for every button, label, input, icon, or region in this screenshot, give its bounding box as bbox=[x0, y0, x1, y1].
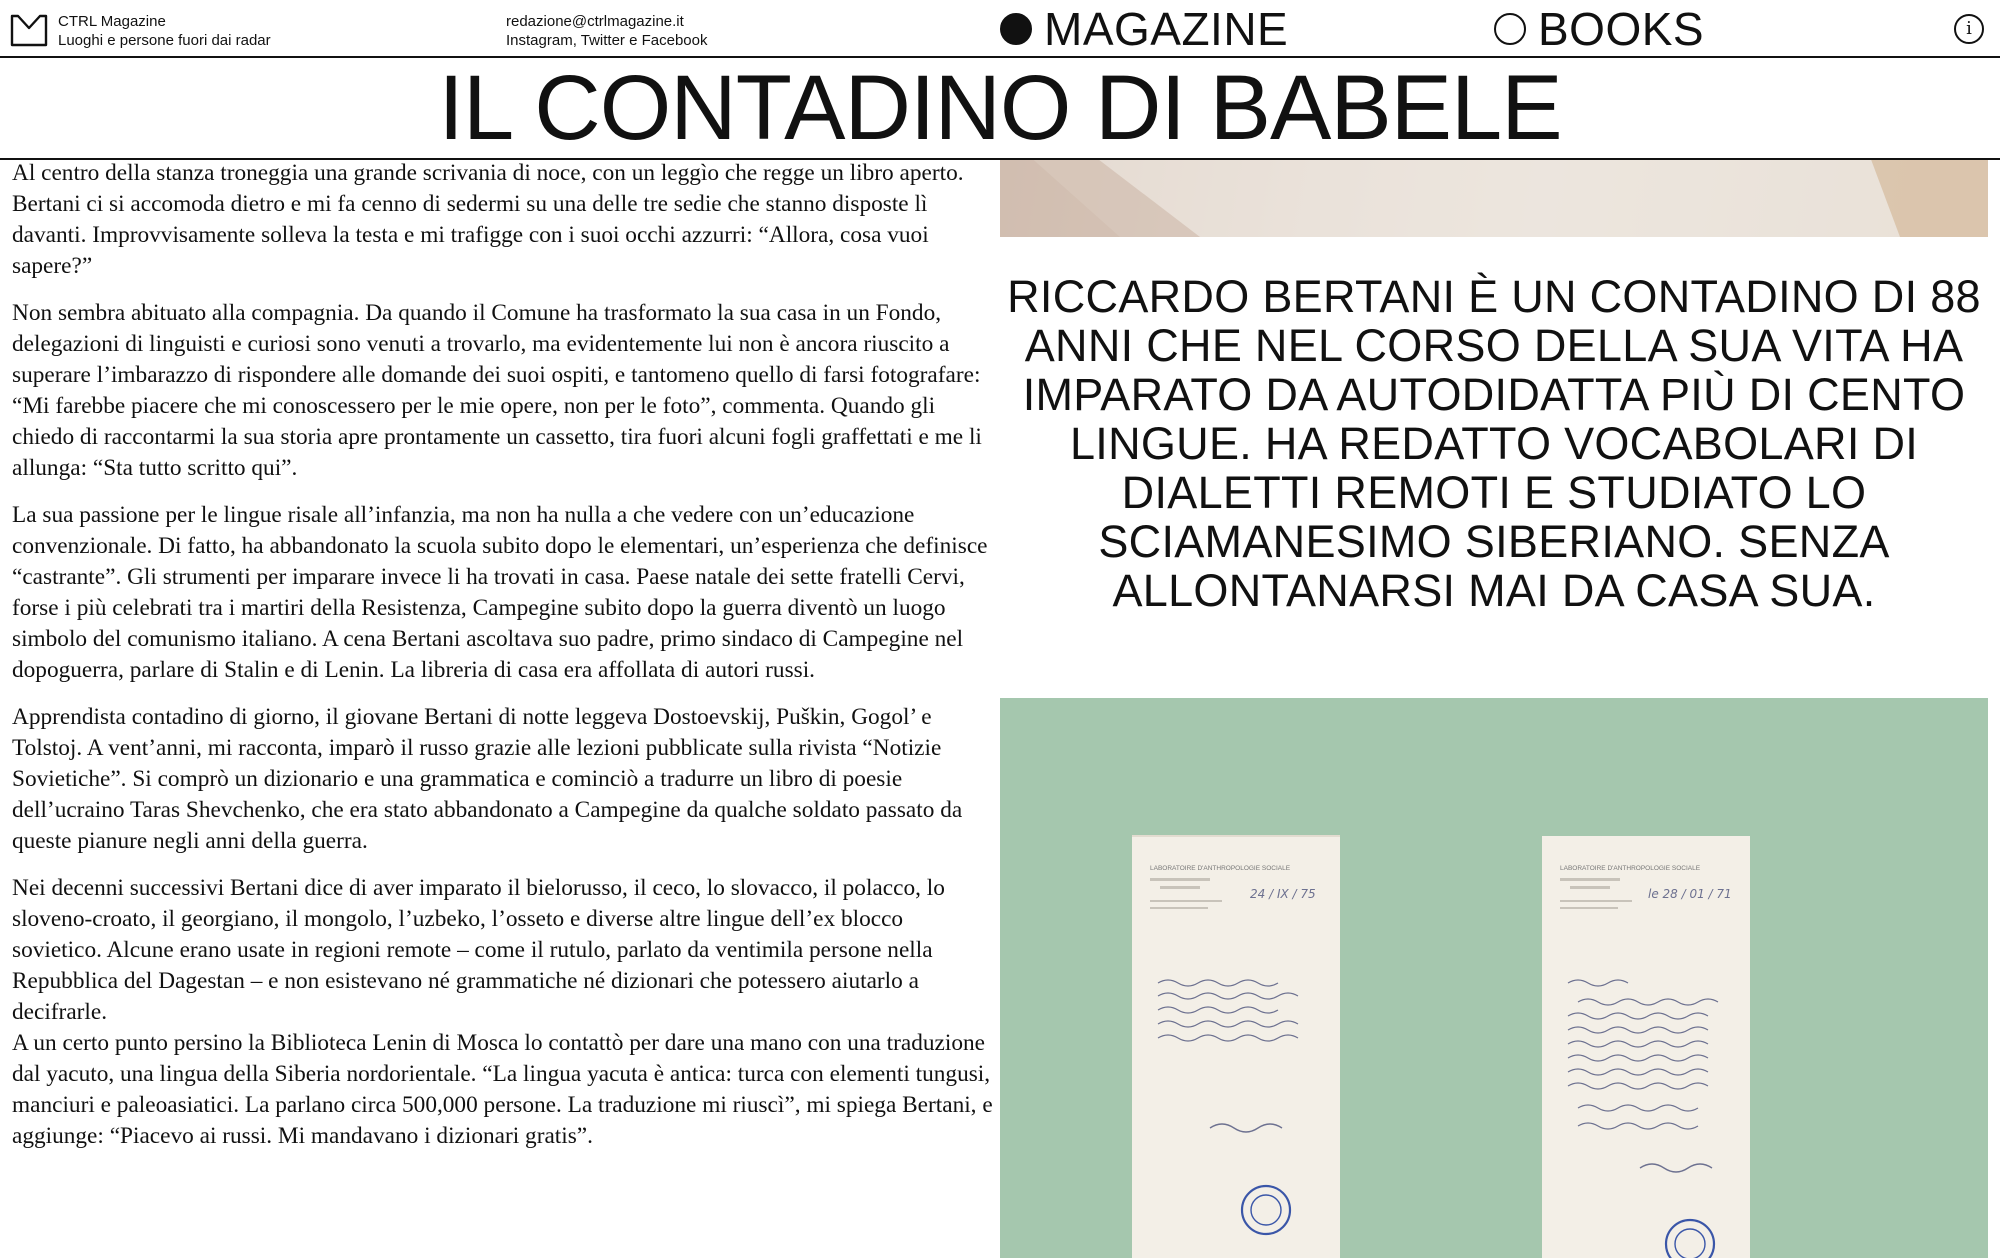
contact-info bbox=[506, 12, 707, 50]
article-paragraph: Non sembra abituato alla compagnia. Da quando il Comune ha trasformato la sua casa in un Fondo, delegazioni di linguisti e curiosi sono venuti a trovarlo, ma evidentemente lui non è ancora riuscito a superare l’imbarazzo di rispondere alle domande dei suoi ospiti, e tantomeno quello di farsi fotografare: “Mi farebbe piacere che mi conoscessero per le mie opere, non per le foto”, commenta. Quando gli chiedo di raccontarmi la sua storia apre prontamente un cassetto, tira fuori alcuni fogli graffettati e me li allunga: “Sta tutto scritto qui”. bbox=[12, 300, 982, 481]
site-info bbox=[58, 12, 271, 50]
svg-text:LABORATOIRE D'ANTHROPOLOGIE SO: LABORATOIRE D'ANTHROPOLOGIE SOCIALE bbox=[1560, 865, 1701, 872]
article-pullquote: RICCARDO BERTANI È UN CONTADINO DI 88 ANNI CHE NEL CORSO DELLA SUA VITA HA IMPARATO DA AUTODIDATTA PIÙ DI CENTO LINGUE. HA REDATTO VOCABOLARI DI DIALETTI REMOTI E STUDIATO LO SCIAMANESIMO SIBERIANO. SENZA ALLONTANARSI MAI DA CASA SUA. bbox=[1007, 271, 1981, 616]
site-tagline: Luoghi e persone fuori dai radar bbox=[58, 32, 271, 49]
site-name[interactable]: CTRL Magazine bbox=[58, 13, 166, 30]
svg-text:LABORATOIRE D'ANTHROPOLOGIE SO: LABORATOIRE D'ANTHROPOLOGIE SOCIALE bbox=[1150, 865, 1291, 872]
ctrl-logo-icon[interactable] bbox=[10, 12, 48, 50]
article-paragraph: Al centro della stanza troneggia una grande scrivania di noce, con un leggìo che regge un libro aperto. Bertani ci si accomoda dietro e mi fa cenno di sedermi su una delle tre sedie che stanno disposte lì davanti. Improvvisamente solleva la testa e mi trafigge con i suoi occhi azzurri: “Allora, cosa vuoi sapere?” bbox=[12, 160, 964, 279]
photo-letters-image bbox=[1000, 698, 1988, 1258]
info-icon-button[interactable]: i bbox=[1954, 14, 1984, 44]
email-link[interactable]: redazione@ctrlmagazine.it bbox=[506, 13, 684, 30]
article-paragraph: A un certo punto persino la Biblioteca Lenin di Mosca lo contattò per dare una mano con una traduzione dal yacuto, una lingua della Siberia nordorientale. “La lingua yacuta è antica: turca con elementi tungusi, manciuri e paleoasiatici. La parlano circa 500,000 persone. La traduzione mi riuscì”, mi spiega Bertani, e aggiunge: “Piacevo ai russi. Mi mandavano i dizionari gratis”. bbox=[12, 1030, 993, 1149]
social-links[interactable]: Instagram, Twitter e Facebook bbox=[506, 32, 708, 49]
svg-text:24 / IX / 75: 24 / IX / 75 bbox=[1250, 887, 1316, 901]
article-body bbox=[12, 158, 994, 1250]
article-paragraph: La sua passione per le lingue risale all’infanzia, ma non ha nulla a che vedere con un’educazione convenzionale. Di fatto, ha abbandonato la scuola subito dopo le elementari, un’esperienza che definisce “castrante”. Gli strumenti per imparare invece li ha trovati in casa. Paese natale dei sette fratelli Cervi, forse i più celebrati tra i martiri della Resistenza, Campegine subito dopo la guerra diventò un luogo simbolo del comunismo italiano. A cena Bertani ascoltava suo padre, primo sindaco di Campegine nel dopoguerra, parlare di Stalin e di Lenin. La libreria di casa era affollata di autori russi. bbox=[12, 502, 988, 683]
left-letter bbox=[1132, 836, 1340, 1258]
nav-books[interactable] bbox=[1494, 4, 1704, 54]
article-paragraph: Nei decenni successivi Bertani dice di aver imparato il bielorusso, il ceco, lo slovacco, il polacco, lo sloveno-croato, il georgiano, il mongolo, l’uzbeko, l’osseto e diverse altre lingue dell’ex blocco sovietico. Alcune erano usate in regioni remote – come il rutulo, parlato da ventimila persone nella Repubblica del Dagestan – e non esistevano né grammatiche né dizionari che potessero aiutarlo a decifrarle. bbox=[12, 875, 945, 1025]
nav-books-inactive-dot-icon bbox=[1494, 13, 1526, 45]
article-paragraph: Apprendista contadino di giorno, il giovane Bertani di notte leggeva Dostoevskij, Puškin, Gogol’ e Tolstoj. A vent’anni, mi racconta, imparò il russo grazie alle lezioni pubblicate sulla rivista “Notizie Sovietiche”. Si comprò un dizionario e una grammatica e cominciò a tradurre un libro di poesie dell’ucraino Taras Shevchenko, che era stato abbandonato a Campegine da qualche soldato passato da queste pianure negli anni della guerra. bbox=[12, 704, 963, 854]
svg-text:le 28 / 01 / 71: le 28 / 01 / 71 bbox=[1648, 887, 1732, 901]
title-bar bbox=[0, 58, 2000, 160]
nav-books-label: BOOKS bbox=[1538, 3, 1705, 55]
article-photo-letters bbox=[1000, 698, 1988, 1258]
top-bar bbox=[0, 0, 2000, 58]
right-letter bbox=[1542, 836, 1750, 1258]
nav-magazine-label: MAGAZINE bbox=[1044, 3, 1289, 55]
nav-magazine-active-dot-icon bbox=[1000, 13, 1032, 45]
article-title: IL CONTADINO DI BABELE bbox=[438, 57, 1562, 159]
nav-magazine[interactable] bbox=[1000, 4, 1288, 54]
